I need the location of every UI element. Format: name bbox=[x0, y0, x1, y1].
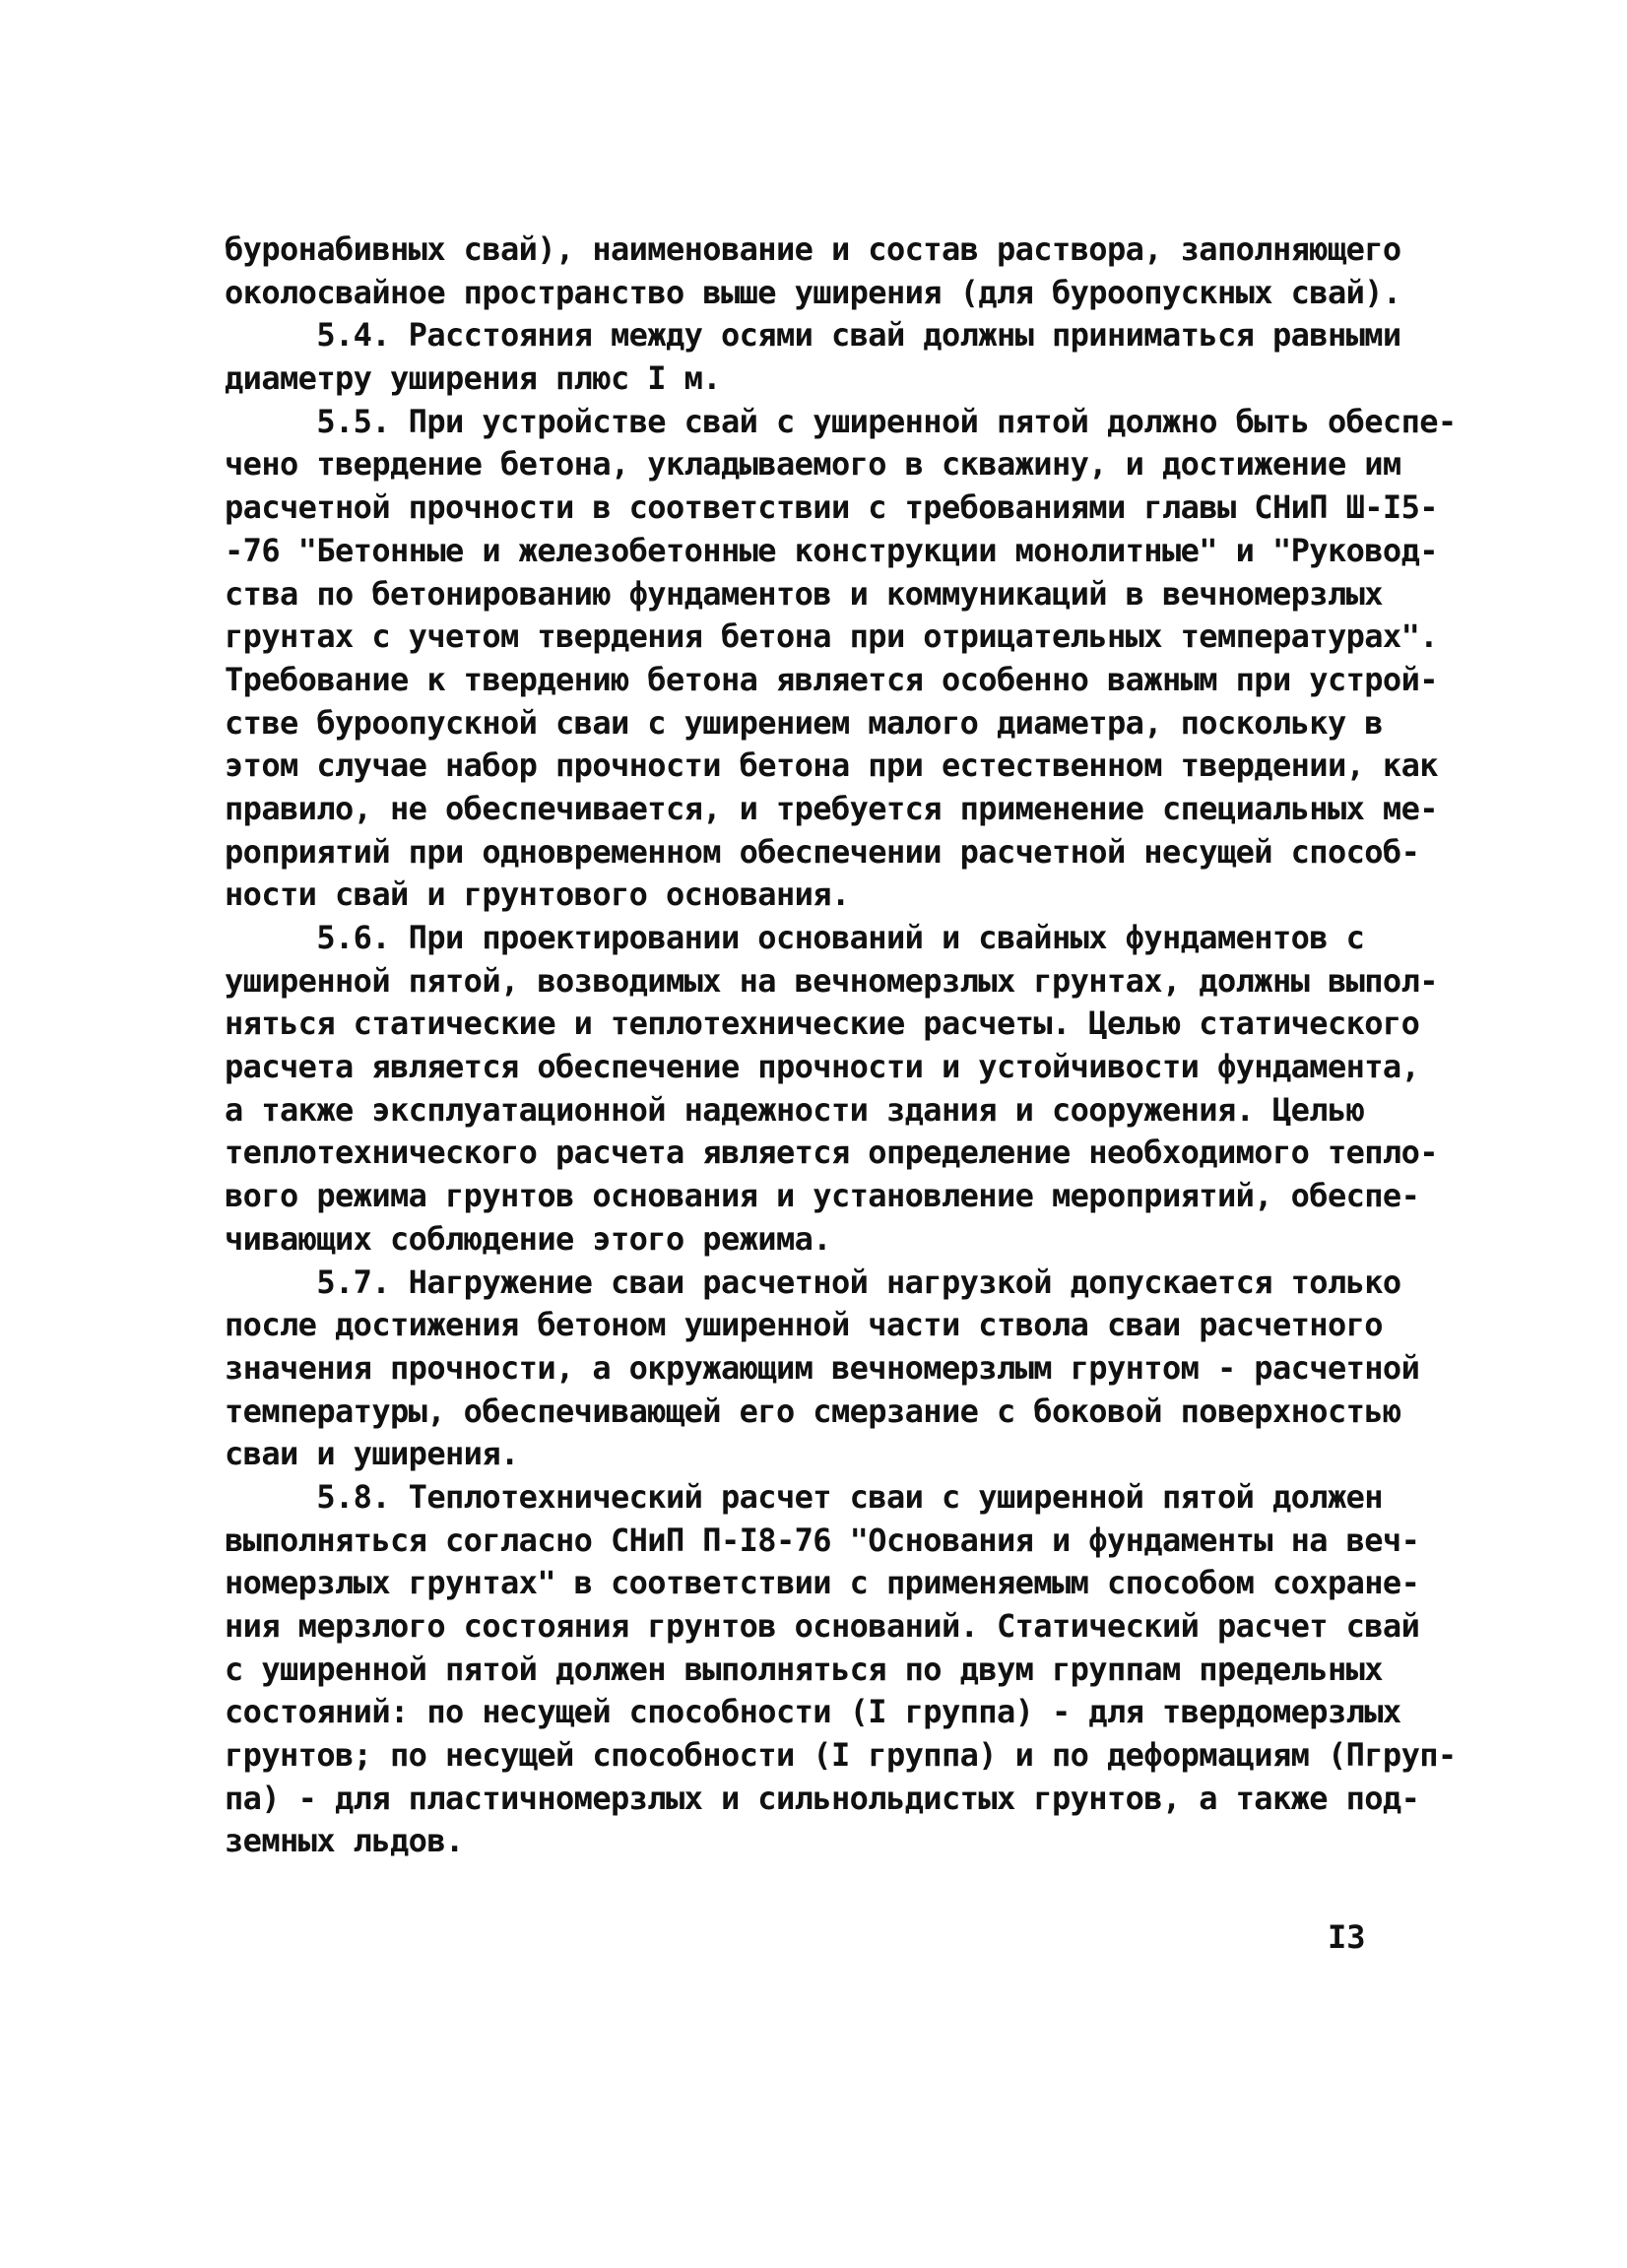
text-line: чивающих соблюдение этого режима. bbox=[225, 1219, 831, 1258]
text-line: роприятий при одновременном обеспечении расчетной несущей способ- bbox=[225, 832, 1420, 871]
page-number: I3 bbox=[1328, 1918, 1366, 1956]
text-line: 5.6. При проектировании оснований и свайных фундаментов с bbox=[225, 919, 1365, 956]
text-line: чено твердение бетона, укладываемого в скважину, и достижение им bbox=[225, 445, 1401, 484]
text-line: теплотехнического расчета является определение необходимого тепло- bbox=[225, 1134, 1438, 1172]
text-line: ния мерзлого состояния грунтов оснований. Статический расчет свай bbox=[225, 1607, 1420, 1645]
text-line: грунтов; по несущей способности (I группа) и по деформациям (Пгруп- bbox=[225, 1736, 1457, 1775]
text-line: ства по бетонированию фундаментов и коммуникаций в вечномерзлых bbox=[225, 574, 1383, 613]
text-line: стве буроопускной сваи с уширением малого диаметра, поскольку в bbox=[225, 703, 1383, 742]
text-line: с уширенной пятой должен выполняться по двум группам предельных bbox=[225, 1650, 1383, 1688]
text-line: земных льдов. bbox=[225, 1822, 464, 1860]
text-line: правило, не обеспечивается, и требуется применение специальных ме- bbox=[225, 789, 1438, 827]
text-line: вого режима грунтов основания и установление мероприятий, обеспе- bbox=[225, 1177, 1420, 1215]
text-line: температуры, обеспечивающей его смерзание с боковой поверхностью bbox=[225, 1392, 1401, 1430]
text-line: 5.4. Расстояния между осями свай должны приниматься равными bbox=[225, 316, 1401, 355]
text-line: диаметру уширения плюс I м. bbox=[225, 359, 721, 398]
text-line: 5.7. Нагружение сваи расчетной нагрузкой допускается только bbox=[225, 1263, 1401, 1301]
text-line: значения прочности, а окружающим вечномерзлым грунтом - расчетной bbox=[225, 1348, 1420, 1387]
text-line: па) - для пластичномерзлых и сильнольдистых грунтов, а также под- bbox=[225, 1779, 1420, 1817]
text-line: номерзлых грунтах" в соответствии с применяемым способом сохране- bbox=[225, 1564, 1420, 1602]
text-line: 5.5. При устройстве свай с уширенной пятой должно быть обеспе- bbox=[225, 402, 1457, 440]
text-line: Требование к твердению бетона является особенно важным при устрой- bbox=[225, 660, 1438, 698]
text-line: грунтах с учетом твердения бетона при отрицательных температурах". bbox=[225, 617, 1438, 656]
text-line: 5.8. Теплотехнический расчет сваи с уширенной пятой должен bbox=[225, 1477, 1383, 1516]
text-line: околосвайное пространство выше уширения (для буроопускных свай). bbox=[225, 273, 1401, 311]
text-line: уширенной пятой, возводимых на вечномерзлых грунтах, должны выпол- bbox=[225, 961, 1438, 1000]
text-line: няться статические и теплотехнические расчеты. Целью статического bbox=[225, 1004, 1420, 1043]
text-line: расчетной прочности в соответствии с требованиями главы СНиП Ш-I5- bbox=[225, 488, 1438, 527]
text-line: а также эксплуатационной надежности здания и сооружения. Целью bbox=[225, 1090, 1365, 1129]
text-line: -76 "Бетонные и железобетонные конструкции монолитные" и "Руковод- bbox=[225, 531, 1438, 569]
text-line: сваи и уширения. bbox=[225, 1435, 519, 1473]
text-line: расчета является обеспечение прочности и устойчивости фундамента, bbox=[225, 1048, 1420, 1086]
text-line: ности свай и грунтового основания. bbox=[225, 875, 850, 914]
text-line: состояний: по несущей способности (I группа) - для твердомерзлых bbox=[225, 1693, 1401, 1731]
body-text bbox=[225, 228, 1457, 1863]
text-line: после достижения бетоном уширенной части ствола сваи расчетного bbox=[225, 1306, 1383, 1344]
text-line: буронабивных свай), наименование и состав раствора, заполняющего bbox=[225, 230, 1401, 268]
text-line: выполняться согласно СНиП П-I8-76 "Основания и фундаменты на веч- bbox=[225, 1521, 1420, 1559]
text-line: этом случае набор прочности бетона при естественном твердении, как bbox=[225, 746, 1438, 785]
